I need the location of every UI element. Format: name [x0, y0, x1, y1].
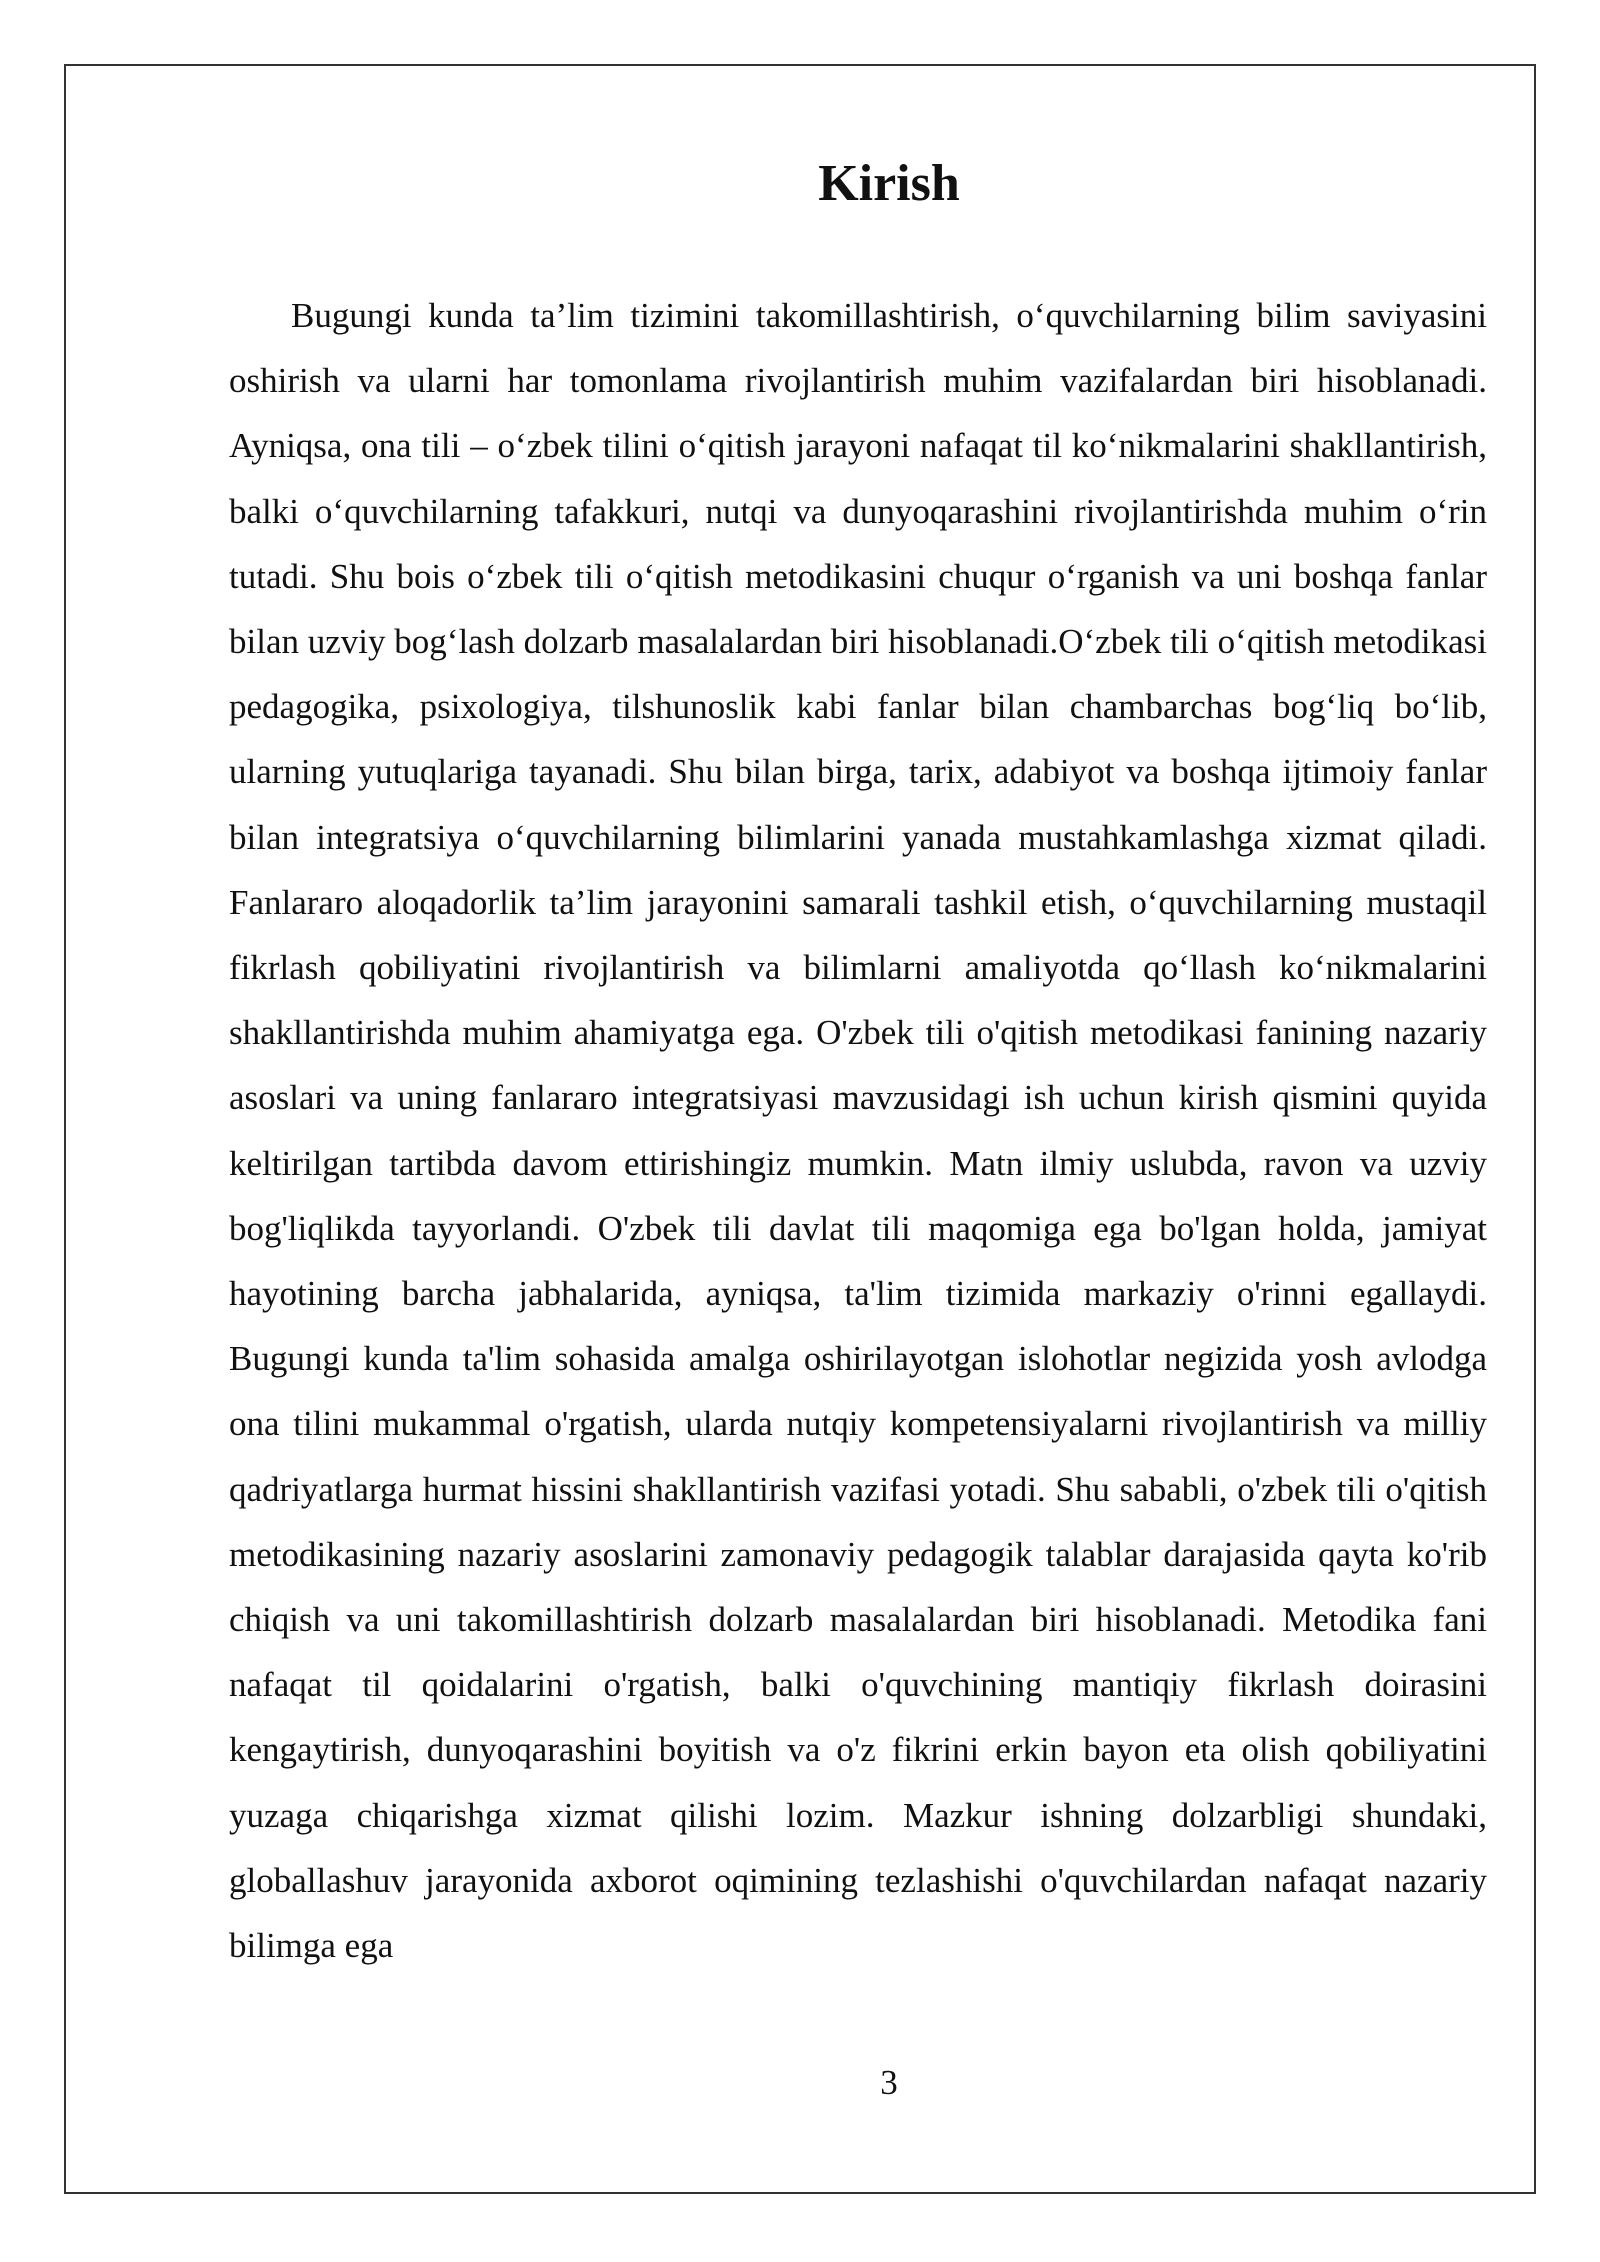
- page-number: 3: [880, 2063, 898, 2102]
- page-title: Kirish: [818, 155, 960, 212]
- body-paragraph: Bugungi kunda ta’lim tizimini takomillashtirish, o‘quvchilarning bilim saviyasini oshirish va ularni har tomonlama rivojlantirish muhim vazifalardan biri hisoblanadi. Ayniqsa, ona tili – o‘zbek tilini o‘qitish jarayoni nafaqat til ko‘nikmalarini shakllantirish, balki o‘quvchilarning tafakkuri, nutqi va dunyoqarashini rivojlantirishda muhim o‘rin tutadi. Shu bois o‘zbek tili o‘qitish metodikasini chuqur o‘rganish va uni boshqa fanlar bilan uzviy bog‘lash dolzarb masalalardan biri hisoblanadi.O‘zbek tili o‘qitish metodikasi pedagogika, psixologiya, tilshunoslik kabi fanlar bilan chambarchas bog‘liq bo‘lib, ularning yutuqlariga tayanadi. Shu bilan birga, tarix, adabiyot va boshqa ijtimoiy fanlar bilan integratsiya o‘quvchilarning bilimlarini yanada mustahkamlashga xizmat qiladi. Fanlararo aloqadorlik ta’lim jarayonini samarali tashkil etish, o‘quvchilarning mustaqil fikrlash qobiliyatini rivojlantirish va bilimlarni amaliyotda qo‘llash ko‘nikmalarini shakllantirishda muhim ahamiyatga ega. O'zbek tili o'qitish metodikasi fanining nazariy asoslari va uning fanlararo integratsiyasi mavzusidagi ish uchun kirish qismini quyida keltirilgan tartibda davom ettirishingiz mumkin. Matn ilmiy uslubda, ravon va uzviy bog'liqlikda tayyorlandi. O'zbek tili davlat tili maqomiga ega bo'lgan holda, jamiyat hayotining barcha jabhalarida, ayniqsa, ta'lim tizimida markaziy o'rinni egallaydi. Bugungi kunda ta'lim sohasida amalga oshirilayotgan islohotlar negizida yosh avlodga ona tilini mukammal o'rgatish, ularda nutqiy kompetensiyalarni rivojlantirish va milliy qadriyatlarga hurmat hissini shakllantirish vazifasi yotadi. Shu sababli, o'zbek tili o'qitish metodikasining nazariy asoslarini zamonaviy pedagogik talablar darajasida qayta ko'rib chiqish va uni takomillashtirish dolzarb masalalardan biri hisoblanadi. Metodika fani nafaqat til qoidalarini o'rgatish, balki o'quvchining mantiqiy fikrlash doirasini kengaytirish, dunyoqarashini boyitish va o'z fikrini erkin bayon eta olish qobiliyatini yuzaga chiqarishga xizmat qilishi lozim. Mazkur ishning dolzarbligi shundaki, globallashuv jarayonida axborot oqimining tezlashishi o'quvchilardan nafaqat nazariy bilimga ega: [229, 296, 1487, 1966]
